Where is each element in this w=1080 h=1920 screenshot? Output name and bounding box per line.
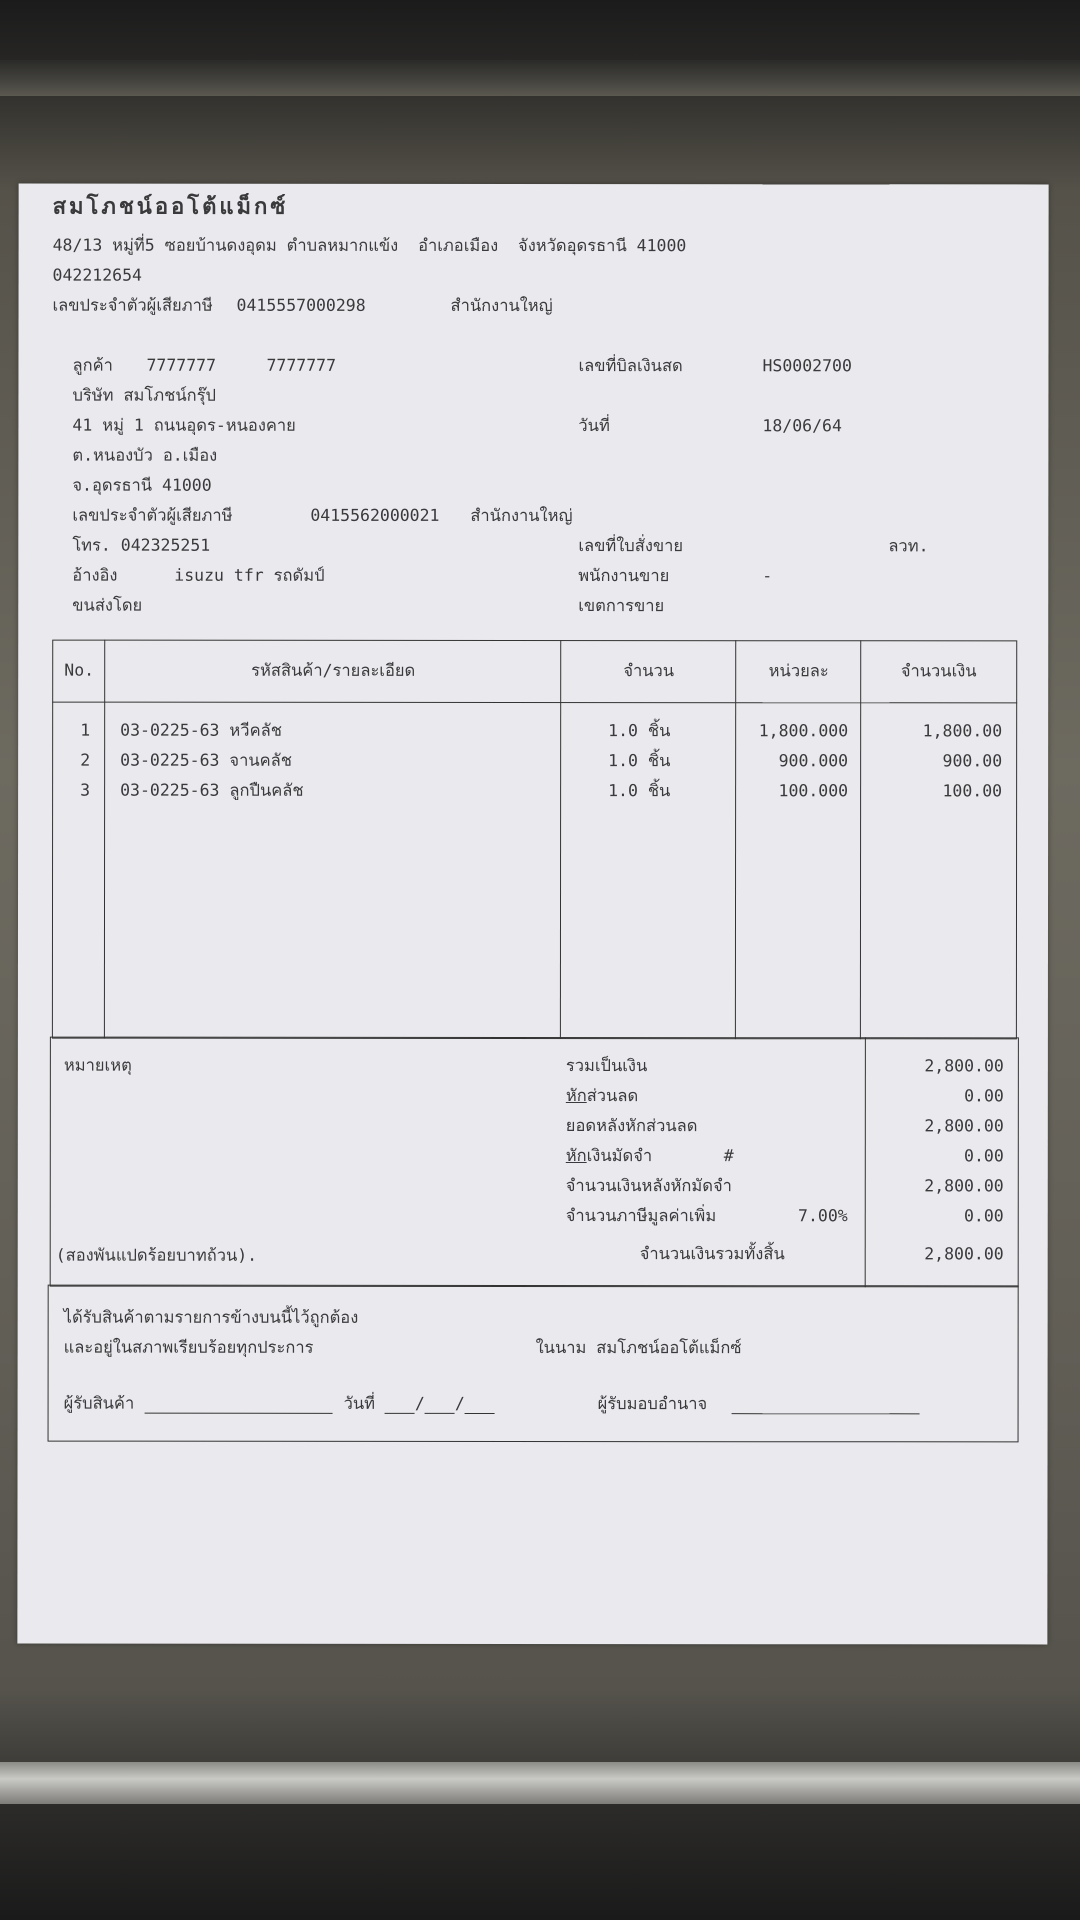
company-tax-id: 0415557000298 (236, 295, 366, 315)
header-quantity: จำนวน (623, 661, 675, 681)
date-slash-2: / (454, 1393, 465, 1413)
row-3-amount: 100.00 (942, 781, 1003, 801)
customer-tax-id-label: เลขประจำตัวผู้เสียภาษี (72, 505, 233, 525)
receive-month-blank (425, 1397, 455, 1414)
customer-code: 7777777 (146, 355, 217, 375)
subtotal-label: รวมเป็นเงิน (565, 1056, 648, 1076)
sales-zone-label: เขตการขาย (578, 596, 665, 616)
row-2-unit-price: 900.000 (778, 751, 849, 771)
customer-name: บริษัท สมโภชน์กรุ๊ป (72, 385, 216, 405)
deposit-word: เงินมัดจำ (586, 1146, 653, 1166)
row-3-description: 03-0225-63 ลูกปืนคลัช (120, 780, 304, 800)
sales-order-value: ลวท. (888, 536, 929, 556)
deposit-label (566, 1146, 652, 1166)
row-2-quantity: 1.0 ชิ้น (608, 751, 671, 771)
company-phone: 042212654 (52, 265, 142, 285)
header-amount: จำนวนเงิน (900, 661, 977, 681)
discount-word: ส่วนลด (586, 1086, 639, 1106)
deposit-deduct-word: หัก (565, 1146, 587, 1166)
vat-label: จำนวนภาษีมูลค่าเพิ่ม (565, 1206, 717, 1226)
after-discount-label: ยอดหลังหักส่วนลด (565, 1116, 698, 1136)
subtotal-value: 2,800.00 (924, 1056, 1004, 1076)
desk-edge-bottom (0, 1762, 1080, 1804)
receive-date-line (344, 1394, 495, 1414)
row-1-unit-price: 1,800.000 (758, 721, 849, 741)
on-behalf-of: ในนาม สมโภชน์ออโต้แม็กซ์ (535, 1338, 742, 1358)
receive-year-blank (465, 1397, 495, 1414)
receive-day-blank (385, 1397, 415, 1414)
row-1-amount: 1,800.00 (922, 721, 1003, 741)
remark-label: หมายเหตุ (63, 1055, 132, 1075)
reference-value: isuzu tfr รถดัมป์ (174, 565, 325, 585)
grand-total-value: 2,800.00 (924, 1244, 1004, 1264)
salesman-label: พนักงานขาย (578, 566, 670, 586)
invoice-date: 18/06/64 (762, 416, 842, 436)
desk-edge-top (0, 60, 1080, 96)
customer-label: ลูกค้า (72, 355, 113, 375)
amount-in-words: (สองพันแปดร้อยบาทถ้วน). (55, 1245, 258, 1265)
items-table (52, 640, 1017, 1040)
shipping-label: ขนส่งโดย (72, 595, 143, 615)
reference-label: อ้างอิง (72, 565, 118, 585)
sales-order-label: เลขที่ใบสั่งขาย (578, 536, 684, 556)
customer-phone: โทร. 042325251 (72, 535, 211, 555)
bill-number: HS0002700 (762, 356, 852, 376)
discount-deduct-word: หัก (565, 1086, 587, 1106)
customer-code-2: 7777777 (266, 355, 337, 375)
receive-date-label: วันที่ (343, 1393, 376, 1413)
customer-address-1: 41 หมู่ 1 ถนนอุดร-หนองคาย (72, 415, 296, 435)
header-unit-price: หน่วยละ (768, 661, 829, 681)
company-tax-id-label: เลขประจำตัวผู้เสียภาษี (52, 295, 213, 315)
receiver-signature-blank (144, 1397, 332, 1414)
salesman-value: - (762, 566, 773, 586)
authorized-signature-line (598, 1394, 920, 1414)
invoice-paper (17, 184, 1048, 1645)
receiver-signature-line (64, 1394, 333, 1414)
company-name: สมโภชน์ออโต้แม็กซ์ (52, 194, 289, 220)
customer-address-3: จ.อุดรธานี 41000 (72, 475, 212, 495)
row-2-amount: 900.00 (942, 751, 1003, 771)
after-discount-value: 2,800.00 (924, 1116, 1004, 1136)
discount-value: 0.00 (964, 1086, 1004, 1106)
header-description: รหัสสินค้า/รายละเอียด (251, 660, 416, 680)
row-2-description: 03-0225-63 จานคลัช (120, 750, 292, 770)
row-2-no: 2 (80, 750, 91, 770)
row-3-no: 3 (80, 780, 91, 800)
grand-total-label: จำนวนเงินรวมทั้งสิ้น (639, 1244, 785, 1264)
received-statement-2: และอยู่ในสภาพเรียบร้อยทุกประการ (63, 1337, 314, 1357)
receiver-label: ผู้รับสินค้า (63, 1393, 135, 1413)
vat-value: 0.00 (963, 1206, 1004, 1226)
date-slash-1: / (414, 1393, 425, 1413)
row-1-quantity: 1.0 ชิ้น (608, 721, 671, 741)
row-3-unit-price: 100.000 (778, 781, 849, 801)
customer-branch: สำนักงานใหญ่ (470, 505, 573, 526)
discount-label (566, 1086, 638, 1106)
company-address: 48/13 หมู่ที่5 ซอยบ้านดงอุดม ตำบลหมากแข้ง อำเภอเมือง จังหวัดอุดรธานี 41000 (52, 235, 687, 256)
header-no: No. (64, 660, 95, 680)
authorized-label: ผู้รับมอบอำนาจ (597, 1394, 708, 1414)
desk-base (0, 1804, 1080, 1920)
date-label: วันที่ (578, 416, 610, 436)
deposit-value: 0.00 (964, 1146, 1004, 1166)
company-branch: สำนักงานใหญ่ (450, 295, 553, 316)
row-1-description: 03-0225-63 หวีคลัช (120, 720, 282, 740)
vat-rate: 7.00% (798, 1206, 848, 1226)
customer-tax-id: 0415562000021 (310, 505, 440, 525)
after-deposit-value: 2,800.00 (924, 1176, 1004, 1196)
after-deposit-label: จำนวนเงินหลังหักมัดจำ (565, 1176, 732, 1196)
bill-number-label: เลขที่บิลเงินสด (578, 356, 683, 376)
row-1-no: 1 (80, 720, 91, 740)
authorized-signature-blank (731, 1397, 919, 1414)
row-3-quantity: 1.0 ชิ้น (608, 781, 671, 801)
received-statement-1: ได้รับสินค้าตามรายการข้างบนนี้ไว้ถูกต้อง (63, 1307, 359, 1327)
deposit-hash: # (723, 1146, 734, 1166)
customer-address-2: ต.หนองบัว อ.เมือง (72, 445, 218, 465)
